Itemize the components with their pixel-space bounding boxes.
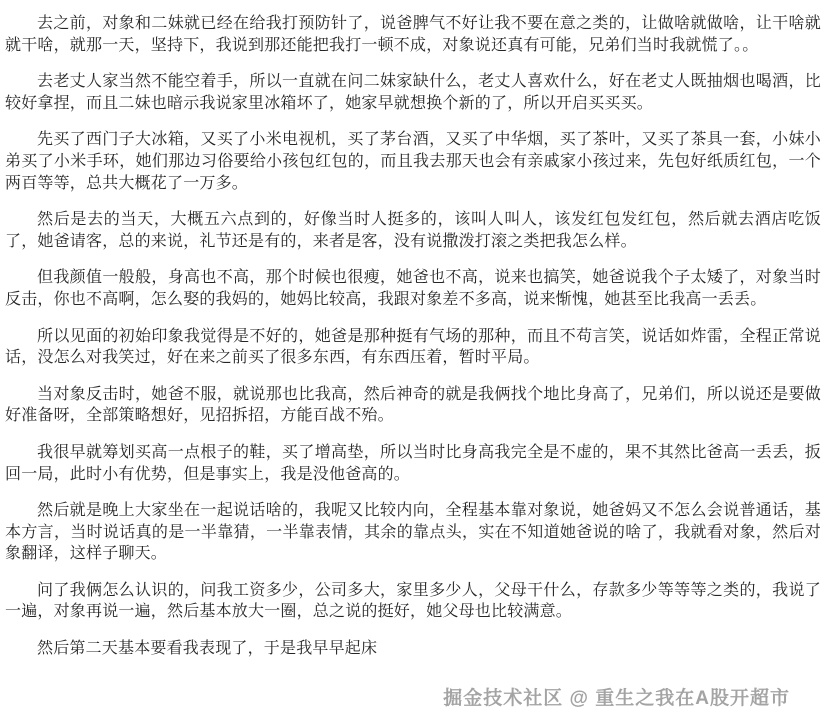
paragraph: 去老丈人家当然不能空着手，所以一直就在问二妹家缺什么，老丈人喜欢什么，好在老丈人既抽烟也喝酒，比较好拿捏，而且二妹也暗示我说家里冰箱坏了，她家早就想换个新的了，所以开启买买买。	[5, 73, 821, 112]
paragraph: 所以见面的初始印象我觉得是不好的，她爸是那种挺有气场的那种，而且不苟言笑，说话如炸雷，全程正常说话，没怎么对我笑过，好在来之前买了很多东西，有东西压着，暂时平局。	[5, 327, 821, 367]
paragraph: 先买了西门子大冰箱，又买了小米电视机，买了茅台酒，又买了中华烟，买了茶叶，又买了茶具一套，小妹小弟买了小米手环，她们那边习俗要给小孩包红包的，而且我去那天也会有亲戚家小孩过来，先包好纸质红包，一个两百等等，总共大概花了一万多。	[5, 131, 821, 192]
paragraph: 问了我俩怎么认识的，问我工资多少，公司多大，家里多少人，父母干什么，存款多少等等等之类的，我说了一遍，对象再说一遍，然后基本放大一圈，总之说的挺好，她父母也比较满意。	[5, 581, 821, 621]
watermark: 掘金技术社区 @ 重生之我在A股开超市	[443, 688, 790, 709]
paragraph: 然后是去的当天，大概五六点到的，好像当时人挺多的，该叫人叫人，该发红包发红包，然后就去酒店吃饭了，她爸请客，总的来说，礼节还是有的，来者是客，没有说撒泼打滚之类把我怎么样。	[5, 211, 821, 250]
paragraph: 但我颜值一般般，身高也不高，那个时候也很瘦，她爸也不高，说来也搞笑，她爸说我个子太矮了，对象当时反击，你也不高啊，怎么娶的我妈的，她妈比较高，我跟对象差不多高，说来惭愧，她甚至比我高一丢丢。	[5, 269, 821, 308]
paragraph: 去之前，对象和二妹就已经在给我打预防针了，说爸脾气不好让我不要在意之类的，让做啥就做啥，让干啥就就干啥，就那一天，坚持下，我说到那还能把我打一顿不成，对象说还真有可能，兄弟们当时我就慌了。。	[5, 15, 821, 54]
paragraph: 我很早就筹划买高一点根子的鞋，买了增高垫，所以当时比身高我完全是不虚的，果不其然比爸高一丢丢，扳回一局，此时小有优势，但是事实上，我是没他爸高的。	[5, 443, 821, 483]
paragraph: 当对象反击时，她爸不服，就说那也比我高，然后神奇的就是我俩找个地比身高了，兄弟们，所以说还是要做好准备呀，全部策略想好，见招拆招，方能百战不殆。	[5, 385, 821, 425]
paragraph: 然后第二天基本要看我表现了，于是我早早起床	[37, 640, 378, 658]
paragraph: 然后就是晚上大家坐在一起说话啥的，我呢又比较内向，全程基本靠对象说，她爸妈又不怎么会说普通话，基本方言，当时说话真的是一半靠猜，一半靠表情，其余的靠点头，实在不知道她爸说的啥了，我就看对象，然后对象翻译，这样子聊天。	[5, 502, 821, 563]
